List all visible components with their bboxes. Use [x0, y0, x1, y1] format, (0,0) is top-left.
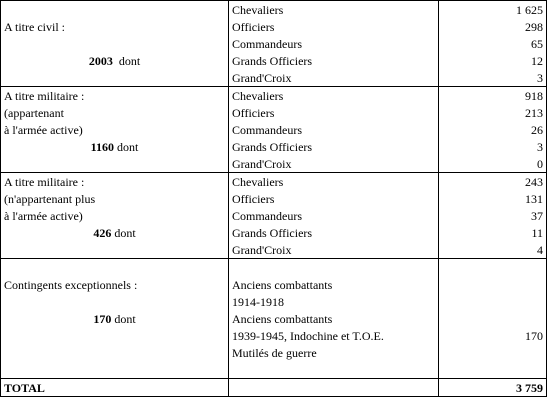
group-label-cell: [1, 1, 229, 19]
group-label-cell: à l'armée active): [1, 121, 229, 138]
group-label-cell: Contingents exceptionnels :: [1, 276, 229, 293]
grade-cell: Grands Officiers: [229, 224, 439, 241]
table-row: [1, 173, 547, 191]
value-cell: 26: [439, 121, 547, 138]
value-cell: 11: [439, 224, 547, 241]
table-row: [1, 293, 547, 310]
group-count-suffix: dont: [114, 225, 136, 240]
value-cell: 0: [439, 155, 547, 173]
grade-cell: Anciens combattants: [229, 310, 439, 327]
group-count: 2003: [88, 53, 113, 68]
value-cell: 1 625: [439, 1, 547, 19]
value-cell: 213: [439, 104, 547, 121]
table-row: [1, 327, 547, 344]
table-row: [1, 1, 547, 19]
grade-cell: Commandeurs: [229, 121, 439, 138]
table-row: [1, 361, 547, 379]
table-row: [1, 259, 547, 277]
grade-cell: Commandeurs: [229, 207, 439, 224]
group-count-cell: [1, 52, 229, 69]
group-label-cell: [1, 361, 229, 379]
group-label-cell: [1, 344, 229, 361]
table-row: [1, 121, 547, 138]
table-row: [1, 35, 547, 52]
table-row: [1, 87, 547, 105]
value-cell: 170: [439, 327, 547, 344]
group-label-cell: (appartenant: [1, 104, 229, 121]
value-cell: 37: [439, 207, 547, 224]
group-count: 1160: [90, 139, 114, 154]
group-count-suffix: dont: [117, 139, 139, 154]
grade-cell: 1914-1918: [229, 293, 439, 310]
grade-cell: Chevaliers: [229, 1, 439, 19]
value-cell: 65: [439, 35, 547, 52]
value-cell: 918: [439, 87, 547, 105]
group-label-cell: [1, 35, 229, 52]
value-cell: 4: [439, 241, 547, 259]
group-label-cell: à l'armée active): [1, 207, 229, 224]
value-cell: 3: [439, 69, 547, 87]
grade-cell: Commandeurs: [229, 35, 439, 52]
grade-cell: Officiers: [229, 104, 439, 121]
group-label-cell: [1, 155, 229, 173]
group-label-cell: (n'appartenant plus: [1, 190, 229, 207]
group-label-cell: A titre civil :: [1, 18, 229, 35]
group-count-cell: [1, 310, 229, 327]
grade-cell: Grand'Croix: [229, 69, 439, 87]
table-row: [1, 52, 547, 69]
value-cell: [439, 344, 547, 361]
grade-cell: [229, 259, 439, 277]
group-label-cell: A titre militaire :: [1, 173, 229, 191]
grade-cell: Grand'Croix: [229, 241, 439, 259]
table-row: [1, 224, 547, 241]
table-row: [1, 104, 547, 121]
group-count: 426: [93, 225, 112, 240]
grade-cell: Anciens combattants: [229, 276, 439, 293]
grade-cell: Mutilés de guerre: [229, 344, 439, 361]
grade-cell: Chevaliers: [229, 173, 439, 191]
table-row: [1, 310, 547, 327]
grade-cell: [229, 361, 439, 379]
value-cell: [439, 276, 547, 293]
table-row: [1, 18, 547, 35]
value-cell: 298: [439, 18, 547, 35]
value-cell: [439, 310, 547, 327]
value-cell: 243: [439, 173, 547, 191]
group-count-suffix: dont: [118, 53, 141, 68]
grade-cell: Grands Officiers: [229, 138, 439, 155]
value-cell: [439, 259, 547, 277]
table-row: [1, 155, 547, 173]
total-value: 3 759: [439, 379, 547, 397]
value-cell: 12: [439, 52, 547, 69]
group-count: 170: [93, 311, 112, 326]
table-row: [1, 276, 547, 293]
group-label-cell: [1, 293, 229, 310]
value-cell: 3: [439, 138, 547, 155]
grade-cell: Officiers: [229, 190, 439, 207]
table-row: [1, 69, 547, 87]
table-row: [1, 190, 547, 207]
table-row: [1, 138, 547, 155]
value-cell: [439, 361, 547, 379]
grade-cell: Grands Officiers: [229, 52, 439, 69]
group-count-cell: [1, 138, 229, 155]
total-label: TOTAL: [1, 379, 229, 397]
group-label-cell: A titre militaire :: [1, 87, 229, 105]
table-row: [1, 207, 547, 224]
group-count-suffix: dont: [114, 311, 136, 326]
grade-cell: 1939-1945, Indochine et T.O.E.: [229, 327, 439, 344]
grade-cell: Officiers: [229, 18, 439, 35]
group-label-cell: [1, 259, 229, 277]
value-cell: 131: [439, 190, 547, 207]
group-label-cell: [1, 241, 229, 259]
grade-cell: Grand'Croix: [229, 155, 439, 173]
table-row: [1, 241, 547, 259]
group-label-cell: [1, 69, 229, 87]
value-cell: [439, 293, 547, 310]
table-row: [1, 344, 547, 361]
group-count-cell: [1, 224, 229, 241]
group-label-cell: [1, 327, 229, 344]
total-row: [1, 379, 547, 397]
grade-cell: Chevaliers: [229, 87, 439, 105]
grade-cell: [229, 379, 439, 397]
